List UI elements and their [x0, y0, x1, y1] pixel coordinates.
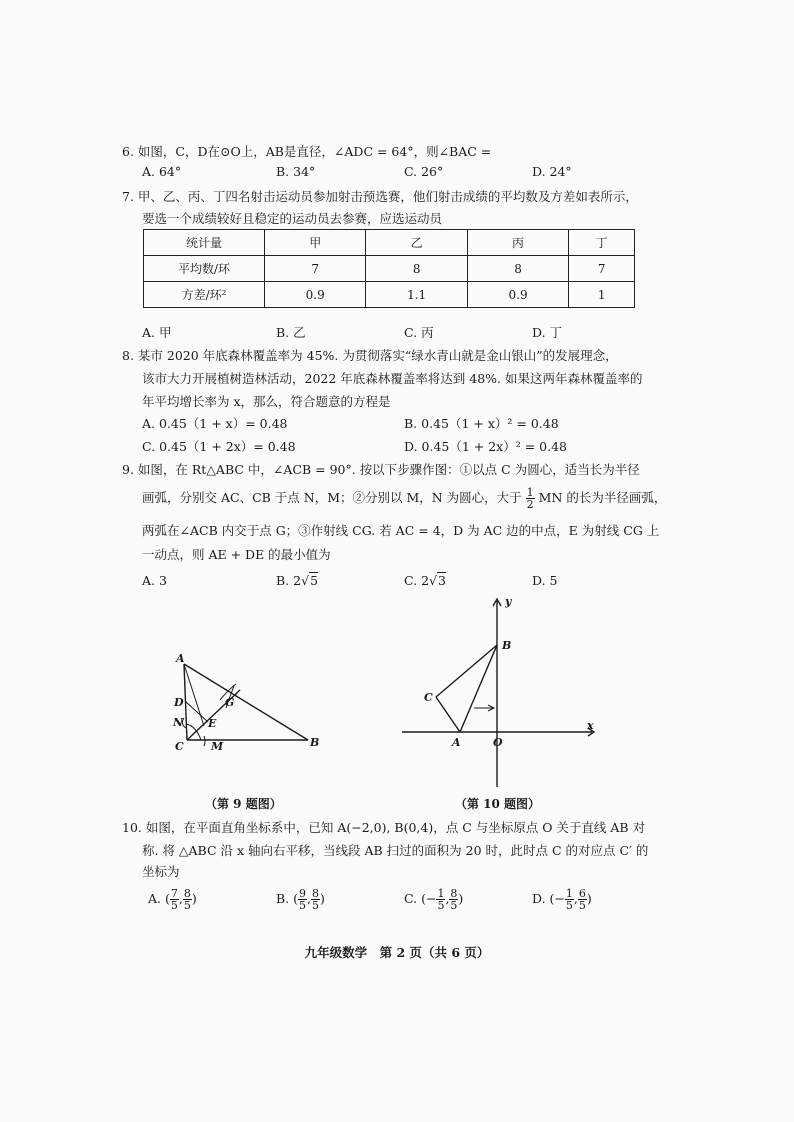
q10-option-d: D. (− $\frac{1}{5}$ , $\frac{6}{5}$ ) — [532, 887, 592, 912]
q9-stem-line4: 一动点，则 AE + DE 的最小值为 — [142, 547, 331, 562]
table-row — [144, 256, 635, 282]
q6-option-b: B. 34° — [276, 164, 316, 179]
fig9-label-c: C — [175, 740, 184, 753]
q10-option-b: B. ( $\frac{9}{5}$ , $\frac{8}{5}$ ) — [276, 887, 325, 912]
q8-option-d: D. 0.45（1 + 2x）² = 0.48 — [404, 439, 567, 454]
q9-option-d: D. 5 — [532, 573, 558, 588]
q8-option-b: B. 0.45（1 + x）² = 0.48 — [404, 416, 559, 431]
q9-option-a: A. 3 — [142, 573, 167, 588]
q7-option-b: B. 乙 — [276, 325, 306, 340]
q10-stem-line3: 坐标为 — [142, 864, 180, 879]
table-cell: 方差/环² — [144, 282, 265, 308]
fig10-label-b: B — [502, 639, 512, 652]
segment-ca — [436, 697, 460, 732]
q8-stem-line1: 8. 某市 2020 年底森林覆盖率为 45%. 为贯彻落实“绿水青山就是金山银山”的发展理念， — [122, 348, 618, 363]
q6-option-c: C. 26° — [404, 164, 444, 179]
table-row — [144, 282, 635, 308]
q7-stats-table — [143, 229, 635, 308]
fig9-label-m: M — [211, 740, 224, 753]
page-footer: 九年级数学 第 2 页（共 6 页） — [304, 945, 490, 960]
q6-stem: 6. 如图，C，D在⊙O上，AB是直径，∠ADC = 64°，则∠BAC = — [122, 144, 492, 159]
table-cell: 8 — [467, 256, 568, 282]
q9-stem-line3: 两弧在∠ACB 内交于点 G；③作射线 CG. 若 AC = 4，D 为 AC 边的中点，E 为射线 CG 上 — [142, 523, 660, 538]
table-header-cell: 乙 — [366, 230, 467, 256]
q9-option-b: B. 2√5 — [276, 573, 319, 588]
table-header-row — [144, 230, 635, 256]
arc-mn — [186, 724, 201, 740]
q8-stem-line2: 该市大力开展植树造林活动，2022 年底森林覆盖率将达到 48%. 如果这两年森林覆盖率的 — [142, 371, 643, 386]
figure-10-caption: （第 10 题图） — [455, 797, 541, 811]
q8-option-c: C. 0.45（1 + 2x）= 0.48 — [142, 439, 296, 454]
table-cell: 1.1 — [366, 282, 467, 308]
table-header-cell: 统计量 — [144, 230, 265, 256]
q6-option-d: D. 24° — [532, 164, 572, 179]
q9-stem-line2-b: MN 的长为半径画弧， — [538, 490, 667, 505]
q8-option-a: A. 0.45（1 + x）= 0.48 — [142, 416, 288, 431]
table-cell: 平均数/环 — [144, 256, 265, 282]
fig9-label-g: G — [225, 696, 235, 709]
fig9-label-b: B — [310, 736, 320, 749]
q8-stem-line3: 年平均增长率为 x，那么，符合题意的方程是 — [142, 394, 391, 409]
table-header-cell: 丁 — [569, 230, 635, 256]
arc-m-mark — [204, 736, 205, 746]
q7-stem-line1: 7. 甲、乙、丙、丁四名射击运动员参加射击预选赛，他们射击成绩的平均数及方差如表所示， — [122, 189, 638, 204]
q7-stem-line2: 要选一个成绩较好且稳定的运动员去参赛，应选运动员 — [142, 211, 443, 226]
fig9-label-d: D — [174, 696, 184, 709]
table-cell: 8 — [366, 256, 467, 282]
figure-10-diagram — [398, 595, 608, 795]
figure-9-diagram — [160, 640, 340, 760]
fig9-label-e: E — [208, 717, 217, 730]
q10-option-c: C. (− $\frac{1}{5}$ , $\frac{8}{5}$ ) — [404, 887, 464, 912]
segment-ab — [184, 664, 308, 740]
table-cell: 0.9 — [467, 282, 568, 308]
q10-stem-line1: 10. 如图，在平面直角坐标系中，已知 A(−2,0), B(0,4)，点 C 与坐标原点 O 关于直线 AB 对 — [122, 820, 646, 835]
table-cell: 1 — [569, 282, 635, 308]
fig9-label-n: N — [173, 716, 184, 729]
fig10-label-y: y — [505, 595, 512, 608]
q9-stem-line2-a: 画弧，分别交 AC、CB 于点 N，M；②分别以 M，N 为圆心，大于 — [142, 490, 522, 505]
fig10-label-c: C — [424, 691, 433, 704]
table-cell: 7 — [265, 256, 366, 282]
fig10-label-a: A — [452, 736, 461, 749]
q9-stem-line2 — [142, 487, 666, 510]
table-header-cell: 丙 — [467, 230, 568, 256]
q10-option-a: A. ( $\frac{7}{5}$ , $\frac{8}{5}$ ) — [148, 887, 197, 912]
q7-option-c: C. 丙 — [404, 325, 434, 340]
q7-option-d: D. 丁 — [532, 325, 563, 340]
table-header-cell: 甲 — [265, 230, 366, 256]
fig10-label-x: x — [587, 719, 594, 732]
q6-option-a: A. 64° — [142, 164, 182, 179]
q9-fraction-half: $\frac{1}{2}$ — [526, 486, 534, 511]
table-cell: 7 — [569, 256, 635, 282]
figure-9-caption: （第 9 题图） — [205, 797, 282, 811]
q7-option-a: A. 甲 — [142, 325, 172, 340]
segment-ab — [460, 645, 497, 732]
fig10-label-o: O — [493, 736, 503, 749]
q10-stem-line2: 称. 将 △ABC 沿 x 轴向右平移，当线段 AB 扫过的面积为 20 时，此时点 C 的对应点 C′ 的 — [142, 843, 649, 858]
q9-option-c: C. 2√3 — [404, 573, 446, 588]
segment-cb — [436, 645, 497, 697]
segment-ae — [184, 664, 204, 726]
fig9-label-a: A — [176, 652, 185, 665]
q9-stem-line1: 9. 如图，在 Rt△ABC 中，∠ACB = 90°. 按以下步骤作图：①以点 C 为圆心，适当长为半径 — [122, 462, 640, 477]
table-cell: 0.9 — [265, 282, 366, 308]
